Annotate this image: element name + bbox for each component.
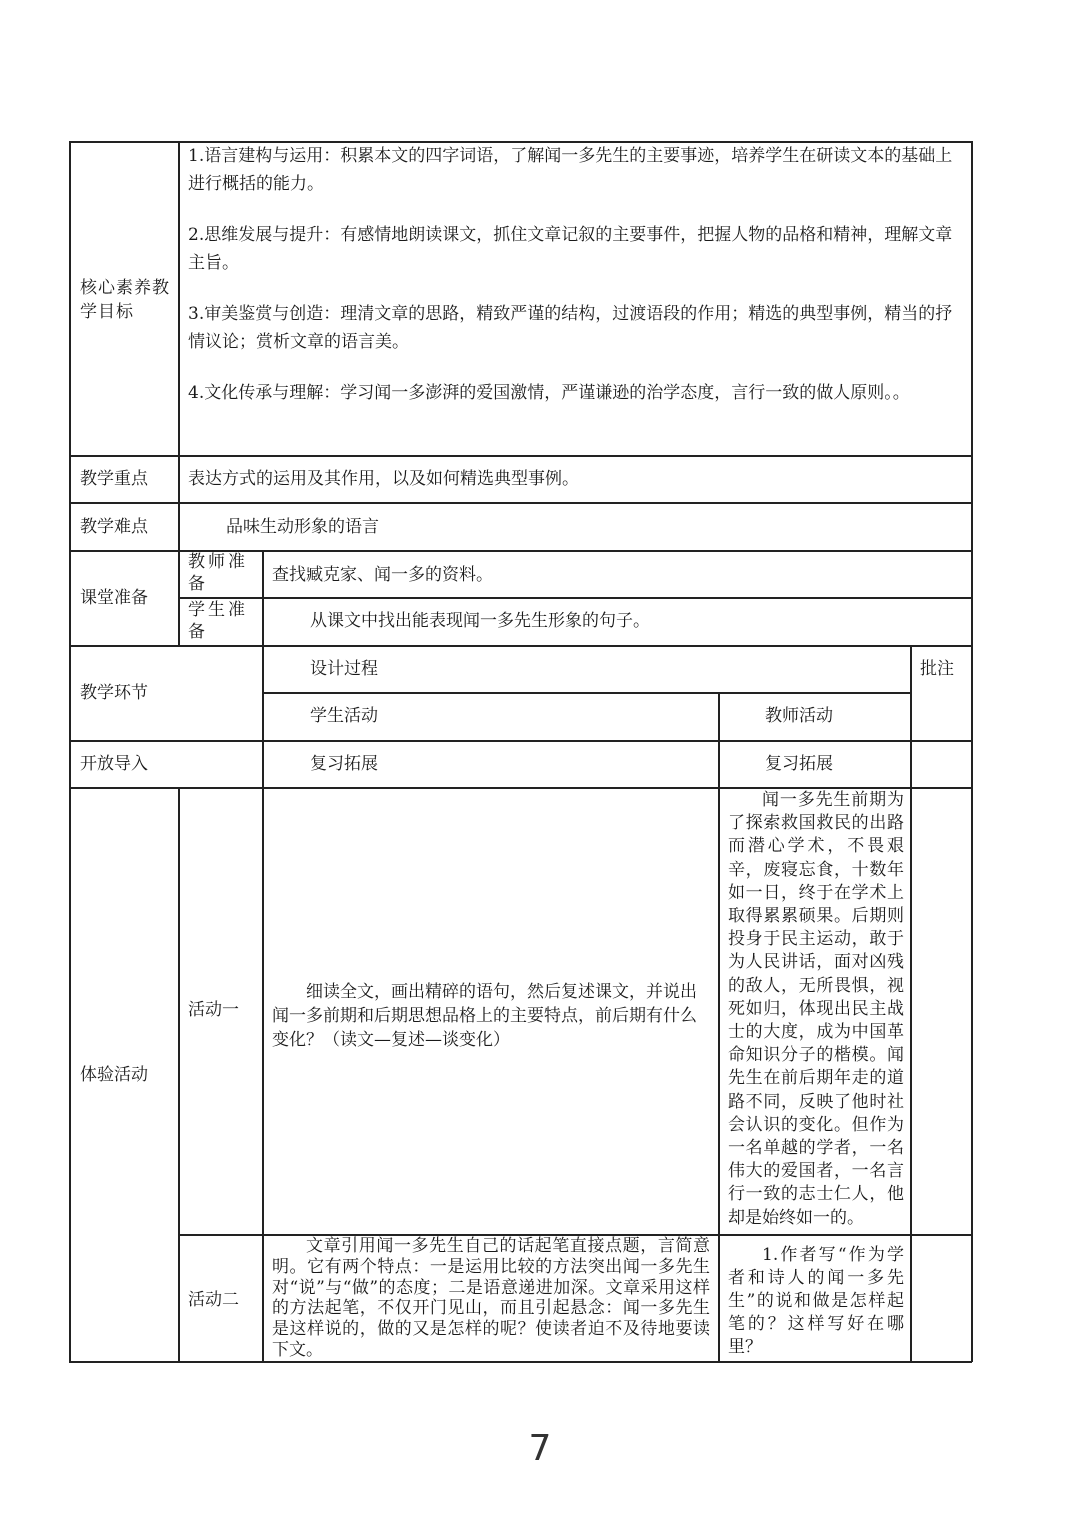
difficulty-text: 品味生动形象的语言: [226, 517, 379, 537]
stage-label: 教学环节: [80, 683, 148, 703]
table-rule: [69, 502, 972, 504]
table-rule: [69, 645, 972, 647]
table-rule: [262, 645, 264, 1362]
activity2-student-text: 文章引用闻一多先生自己的话起笔直接点题，言简意明。它有两个特点：一是运用比较的方法突出闻一多先生对“说”与“做”的态度；二是语意递进加深。文章采用这样的方法起笔，不仅开门见山，而且引起悬念：闻一多先生是这样说的，做的又是怎样的呢？使读者迫不及待地要读下文。: [272, 1236, 710, 1360]
key-point-text: 表达方式的运用及其作用，以及如何精选典型事例。: [188, 469, 579, 489]
table-rule: [718, 692, 720, 1362]
goals-content: [188, 143, 964, 432]
table-border: [971, 141, 973, 1362]
goal-item: 3.审美鉴赏与创造：理清文章的思路，精致严谨的结构，过渡语段的作用；精选的典型事例，精当的抒情议论；赏析文章的语言美。: [188, 304, 953, 352]
table-border: [69, 141, 71, 1362]
student-prep-label: 学生准备: [188, 600, 248, 642]
intro-label: 开放导入: [80, 754, 148, 774]
intro-teacher-text: 复习拓展: [765, 754, 833, 774]
prep-label: 课堂准备: [80, 588, 148, 608]
teacher-activity-header: 教师活动: [765, 706, 833, 726]
goal-item: 4.文化传承与理解：学习闻一多澎湃的爱国激情，严谨谦逊的治学态度，言行一致的做人原则。。: [188, 383, 910, 403]
table-rule: [178, 141, 180, 645]
table-rule: [178, 597, 972, 599]
table-border: [69, 1361, 972, 1363]
table-rule: [262, 692, 910, 694]
activity1-student-text: 细读全文，画出精碎的语句，然后复述课文，并说出闻一多前期和后期思想品格上的主要特点，前后期有什么变化？（读文—复述—谈变化）: [272, 982, 697, 1050]
teacher-prep-text: 查找臧克家、闻一多的资料。: [272, 565, 493, 585]
note-label: 批注: [920, 659, 954, 679]
table-rule: [910, 645, 912, 1362]
student-prep-text: 从课文中找出能表现闻一多先生形象的句子。: [310, 611, 650, 631]
intro-student-text: 复习拓展: [310, 754, 378, 774]
teacher-prep-label: 教师准备: [188, 552, 248, 594]
table-rule: [178, 787, 180, 1362]
activity2-label: 活动二: [188, 1290, 239, 1310]
goals-label: 核心素养教学目标: [80, 278, 170, 322]
difficulty-label: 教学难点: [80, 517, 148, 537]
design-process-label: 设计过程: [310, 659, 378, 679]
page-number: 7: [528, 1428, 552, 1469]
table-rule: [69, 455, 972, 457]
table-rule: [69, 740, 972, 742]
activity1-label: 活动一: [188, 1000, 239, 1020]
key-point-label: 教学重点: [80, 469, 148, 489]
goal-item: 2.思维发展与提升：有感情地朗读课文，抓住文章记叙的主要事件，把握人物的品格和精神，理解文章主旨。: [188, 225, 953, 273]
goal-item: 1.语言建构与运用：积累本文的四字词语，了解闻一多先生的主要事迹，培养学生在研读文本的基础上进行概括的能力。: [188, 146, 953, 194]
activity1-teacher-text: 闻一多先生前期为了探索救国救民的出路而潜心学术，不畏艰辛，废寝忘食，十数年如一日，终于在学术上取得累累硕果。后期则投身于民主运动，敢于为人民讲话，面对凶残的敌人，无所畏惧，视死如归，体现出民主战士的大度，成为中国革命知识分子的楷模。闻先生在前后期年走的道路不同，反映了他时社会认识的变化。但作为一名单越的学者，一名伟大的爱国者，一名言行一致的志士仁人，他却是始终如一的。: [728, 790, 904, 1228]
student-activity-header: 学生活动: [310, 706, 378, 726]
table-rule: [262, 550, 264, 645]
activity2-teacher-text: 1.作者写“作为学者和诗人的闻一多先生”的说和做是怎样起笔的？这样写好在哪里？: [728, 1245, 904, 1357]
experience-label: 体验活动: [80, 1065, 148, 1085]
